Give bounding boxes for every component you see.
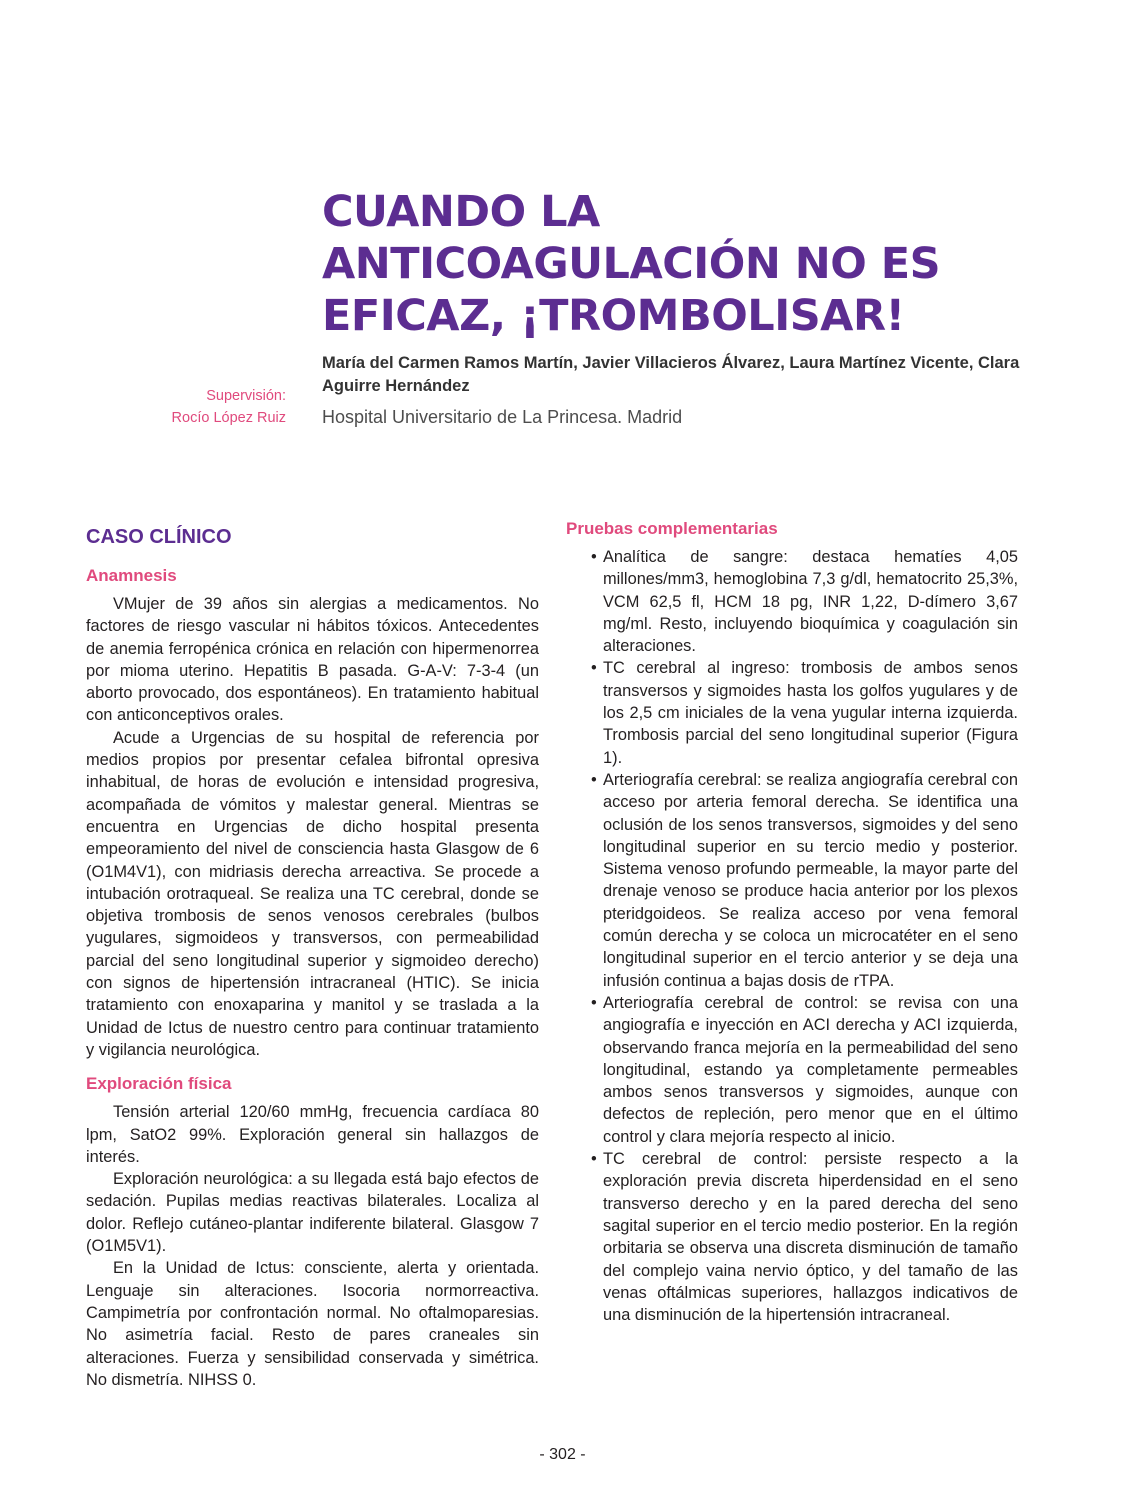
page-number: - 302 -	[539, 1446, 586, 1463]
list-item	[566, 992, 1018, 1148]
article-title	[322, 186, 1042, 342]
list-item-text: TC cerebral al ingreso: trombosis de ambos senos transversos y sigmoides hasta los golfos yugulares y de los 2,5 cm iniciales de la vena yugular interna izquierda. Trombosis parcial del seno longitudinal superior (Figura 1).	[603, 659, 1018, 767]
supervision-label: Supervisión:	[206, 388, 286, 404]
list-item	[566, 657, 1018, 768]
bullet-icon: •	[591, 1150, 597, 1169]
list-item-text: Analítica de sangre: destaca hematíes 4,05 millones/mm3, hemoglobina 7,3 g/dl, hematocrito 25,3%, VCM 62,5 fl, HCM 18 pg, INR 1,22, D-dímero 3,67 mg/ml. Resto, incluyendo bioquímica y coagulación sin alteraciones.	[603, 548, 1018, 656]
bullet-icon: •	[591, 993, 597, 1012]
anamnesis-paragraph: VMujer de 39 años sin alergias a medicamentos. No factores de riesgo vascular ni hábitos tóxicos. Antecedentes de anemia ferropénica crónica en relación con hipermenorrea por mioma uterino. Hepatitis B pasada. G-A-V: 7-3-4 (un aborto provocado, dos espontáneos). En tratamiento habitual con anticonceptivos orales.	[86, 595, 539, 725]
list-item-text: TC cerebral de control: persiste respecto a la exploración previa discreta hiperdensidad en el seno transverso derecho y en la pared derecha del seno sagital superior en el tercio medio posterior. En la región orbitaria se observa una discreta disminución de tamaño del complejo vaina nervio óptico, y del tamaño de las venas oftálmicas superiores, hallazgos indicativos de una disminución de la hipertensión intracraneal.	[603, 1150, 1018, 1325]
section-title-caso-clinico: CASO CLÍNICO	[86, 526, 232, 548]
heading-exploracion-fisica: Exploración física	[86, 1074, 232, 1094]
supervision-name: Rocío López Ruiz	[171, 410, 286, 426]
exploracion-paragraph: Exploración neurológica: a su llegada está bajo efectos de sedación. Pupilas medias reactivas bilaterales. Localiza al dolor. Reflejo cutáneo-plantar indiferente bilateral. Glasgow 7 (O1M5V1).	[86, 1170, 539, 1256]
bullet-icon: •	[591, 770, 597, 789]
bullet-icon: •	[591, 659, 597, 678]
list-item-text: Arteriografía cerebral de control: se revisa con una angiografía e inyección en ACI derecha y ACI izquierda, observando franca mejoría en la permeabilidad del seno longitudinal, estando ya completamente permeables ambos senos transversos y sigmoides, aunque con defectos de repleción, pero menor que en el último control y clara mejoría respecto al inicio.	[603, 993, 1018, 1146]
list-item	[566, 546, 1018, 657]
title-line-2: ANTICOAGULACIÓN NO ES	[322, 239, 941, 289]
title-line-1: CUANDO LA	[322, 187, 600, 237]
list-item-text: Arteriografía cerebral: se realiza angiografía cerebral con acceso por arteria femoral derecha. Se identifica una oclusión de los senos transversos, sigmoides y del seno longitudinal superior en su tercio medio y posterior. Sistema venoso profundo permeable, la mayor parte del drenaje venoso se produce hacia anterior por los plexos pteridgoideos. Se realiza acceso por vena femoral común derecha y se coloca un microcatéter en el seno longitudinal superior en el tercio anterior y se deja una infusión continua a bajas dosis de rTPA.	[603, 770, 1018, 990]
list-item	[566, 769, 1018, 992]
bullet-icon: •	[591, 548, 597, 566]
heading-pruebas-complementarias: Pruebas complementarias	[566, 519, 778, 538]
tests-list	[566, 546, 1018, 1326]
exploracion-paragraph: Tensión arterial 120/60 mmHg, frecuencia cardíaca 80 lpm, SatO2 99%. Exploración general sin hallazgos de interés.	[86, 1103, 539, 1166]
authors: María del Carmen Ramos Martín, Javier Villacieros Álvarez, Laura Martínez Vicente, Clara Aguirre Hernández	[322, 354, 1020, 395]
supervision-block	[172, 385, 286, 429]
title-line-3: EFICAZ, ¡TROMBOLISAR!	[322, 291, 905, 341]
list-item	[566, 1148, 1018, 1326]
anamnesis-paragraph: Acude a Urgencias de su hospital de referencia por medios propios por presentar cefalea bifrontal opresiva inhabitual, de horas de evolución e intensidad progresiva, acompañada de vómitos y malestar general. Mientras se encuentra en Urgencias de dicho hospital presenta empeoramiento del nivel de consciencia hasta Glasgow de 6 (O1M4V1), con midriasis derecha arreactiva. Se procede a intubación orotraqueal. Se realiza una TC cerebral, donde se objetiva trombosis de senos venosos cerebrales (bulbos yugulares, sigmoideos y transversos, con permeabilidad parcial del seno longitudinal superior y sigmoideo derecho) con signos de hipertensión intracraneal (HTIC). Se inicia tratamiento con enoxaparina y manitol y se traslada a la Unidad de Ictus de nuestro centro para continuar tratamiento y vigilancia neurológica.	[86, 728, 539, 1059]
affiliation: Hospital Universitario de La Princesa. Madrid	[322, 407, 683, 427]
right-column	[566, 518, 1018, 1326]
exploracion-paragraph: En la Unidad de Ictus: consciente, alerta y orientada. Lenguaje sin alteraciones. Isocoria normorreactiva. Campimetría por confrontación normal. No oftalmoparesias. No asimetría facial. Resto de pares craneales sin alteraciones. Fuerza y sensibilidad conservada y simétrica. No dismetría. NIHSS 0.	[86, 1259, 539, 1389]
heading-anamnesis: Anamnesis	[86, 566, 177, 585]
left-column	[86, 520, 539, 1391]
